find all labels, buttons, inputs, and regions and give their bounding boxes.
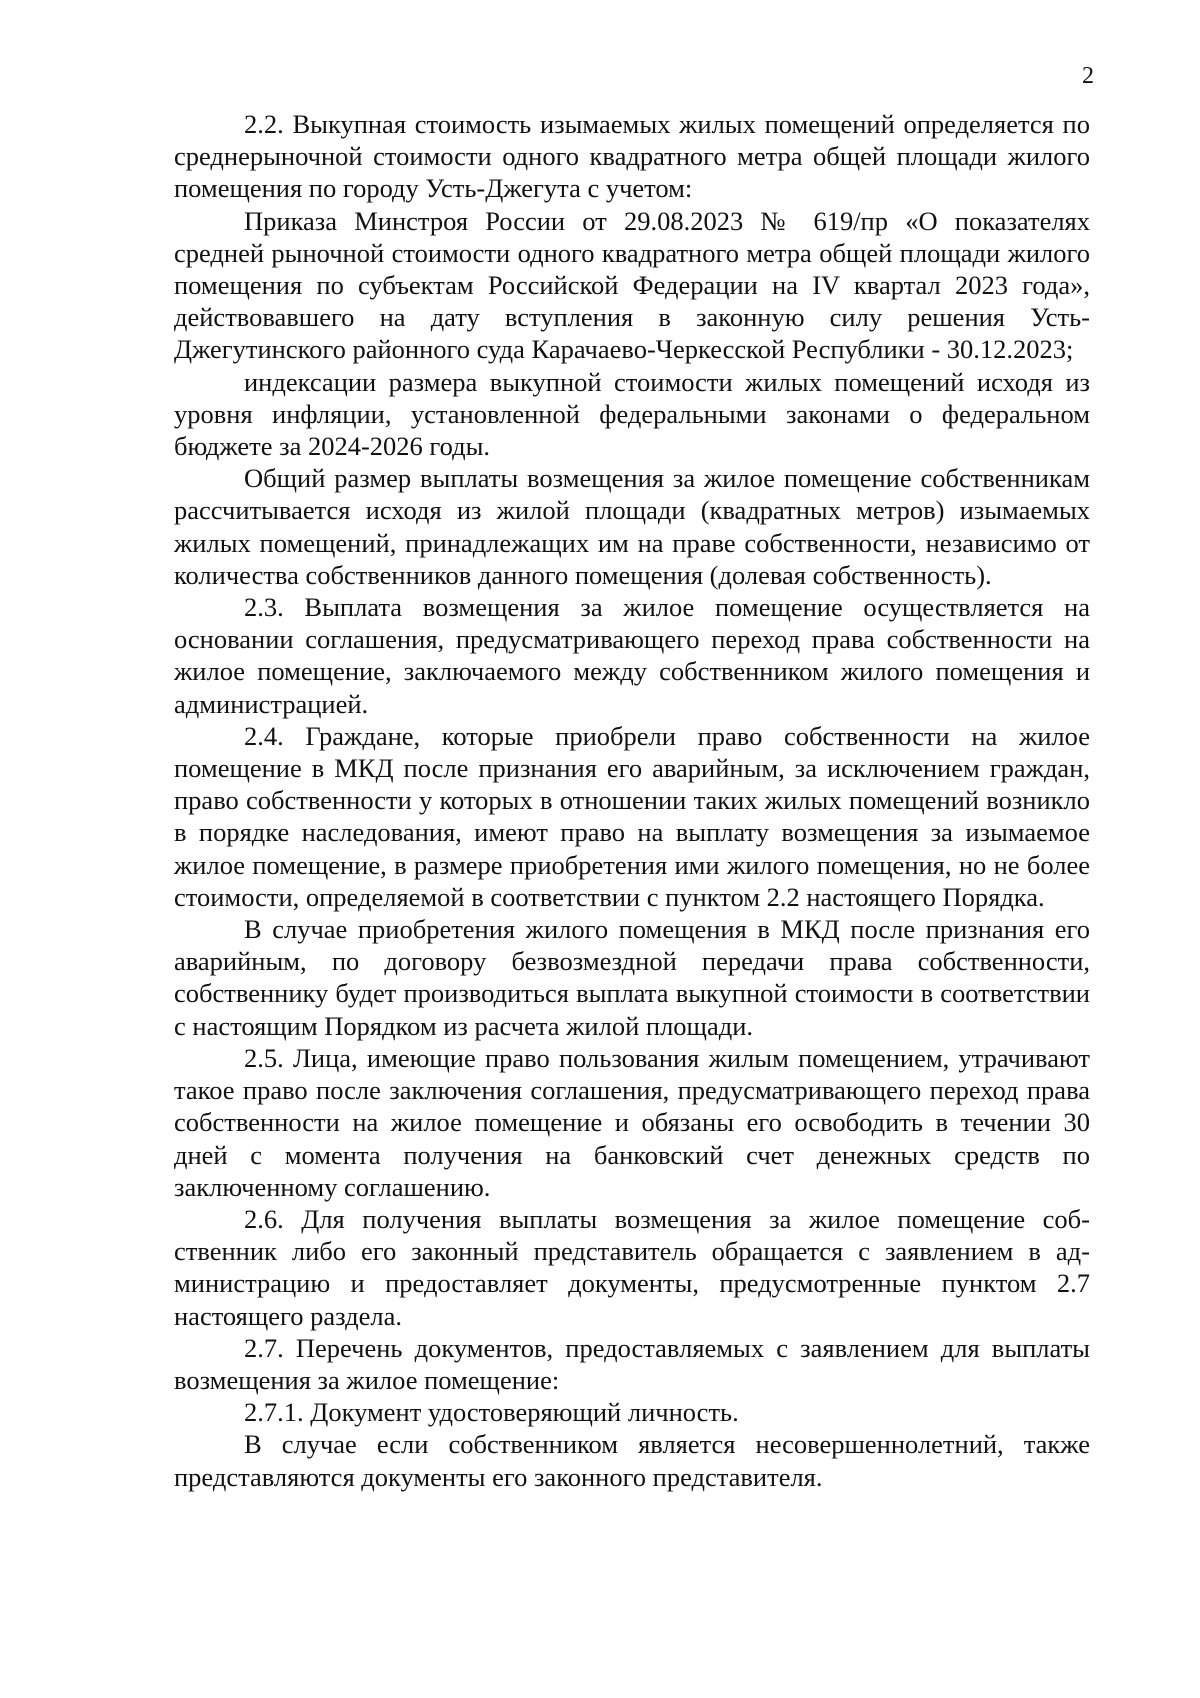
paragraph-2-7: 2.7. Перечень документов, предоставляемых с заявлением для выплаты возмещения за жилое помещение: xyxy=(174,1332,1090,1395)
document-body xyxy=(174,108,1090,1493)
paragraph-2-3: 2.3. Выплата возмещения за жилое помещение осуществляется на основании соглашения, предусматривающего переход права собственности на жилое помещение, заключаемого между собственником жилого помещения и администрацией. xyxy=(174,592,1090,719)
paragraph-minstroy-order: Приказа Минстроя России от 29.08.2023 № 619/пр «О показателях средней рыночной стоимости одного квадратного метра общей площади жилого помещения по субъектам Российской Федерации на IV квартал 2023 года», действовавшего на дату вступления в законную силу решения Усть-Джегутинского районного суда Карачаево-Черкесской Республики - 30.12.2023; xyxy=(174,205,1090,365)
paragraph-2-2: 2.2. Выкупная стоимость изымаемых жилых помещений определяется по среднерыночной стоимости одного квадратного метра общей площади жилого помещения по городу Усть-Джегута с учетом: xyxy=(174,109,1090,204)
paragraph-total-payment: Общий размер выплаты возмещения за жилое помещение собственникам рассчитывается исходя из жилой площади (квадратных метров) изымаемых жилых помещений, принадлежащих им на праве собственности, независимо от количества собственников данного помещения (долевая собственность). xyxy=(174,463,1090,590)
paragraph-2-5: 2.5. Лица, имеющие право пользования жилым помещением, утрачивают такое право после заключения соглашения, предусматривающего переход права собственности на жилое помещение и обязаны его освободить в течении 30 дней с момента получения на банковский счет денежных средств по заключенному соглашению. xyxy=(174,1042,1090,1202)
paragraph-gratuitous-transfer: В случае приобретения жилого помещения в МКД после признания его аварийным, по договору безвозмездной передачи права собственности, собственнику будет производиться выплата выкупной стоимости в соответствии с настоящим Порядком из расчета жилой площади. xyxy=(174,914,1090,1041)
paragraph-2-6: 2.6. Для получения выплаты возмещения за жилое помещение собственник либо его законный представитель обращается с заявлением в администрацию и предоставляет документы, предусмотренные пунктом 2.7 настоящего раздела. xyxy=(174,1203,1090,1331)
paragraph-2-4: 2.4. Граждане, которые приобрели право собственности на жилое помещение в МКД после признания его аварийным, за исключением граждан, право собственности у которых в отношении таких жилых помещений возникло в порядке наследования, имеют право на выплату возмещения за изымаемое жилое помещение, в размере приобретения ими жилого помещения, но не более стоимости, определяемой в соответствии с пунктом 2.2 настоящего Порядка. xyxy=(174,720,1090,912)
paragraph-minor-owner: В случае если собственником является несовершеннолетний, также представляются документы его законного представителя. xyxy=(174,1429,1090,1492)
paragraph-2-7-1: 2.7.1. Документ удостоверяющий личность. xyxy=(244,1397,739,1428)
page-number: 2 xyxy=(1082,63,1094,89)
paragraph-indexation: индексации размера выкупной стоимости жилых помещений исходя из уровня инфляции, установленной федеральными законами о федеральном бюджете за 2024-2026 годы. xyxy=(174,366,1090,462)
